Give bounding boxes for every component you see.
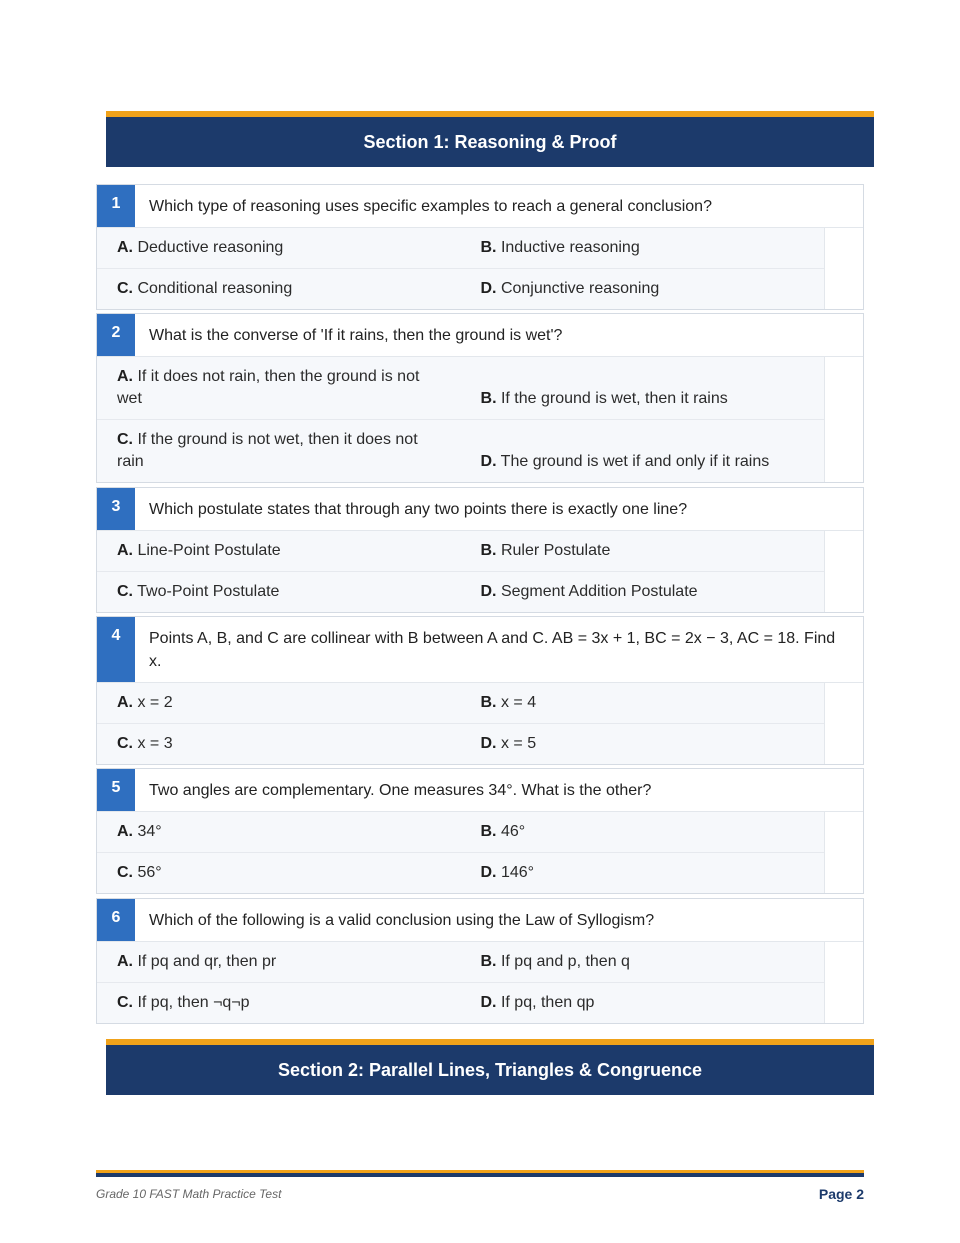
- option-text: If the ground is not wet, then it does not rain: [117, 431, 418, 470]
- question-number: 4: [97, 617, 135, 682]
- option-c[interactable]: [97, 853, 461, 893]
- option-text: If pq and qr, then pr: [137, 953, 277, 970]
- question-1: [96, 184, 864, 310]
- option-letter: C.: [117, 735, 133, 752]
- option-letter: A.: [117, 239, 133, 256]
- option-letter: B.: [480, 390, 497, 407]
- footer-test-title: Grade 10 FAST Math Practice Test: [96, 1187, 282, 1201]
- option-text: x = 3: [137, 735, 173, 752]
- option-c[interactable]: [97, 983, 461, 1023]
- option-b[interactable]: [461, 228, 825, 268]
- option-text: Two-Point Postulate: [137, 583, 280, 600]
- option-text: If pq and p, then q: [500, 953, 630, 970]
- question-3: [96, 487, 864, 613]
- option-letter: B.: [480, 239, 497, 256]
- option-text: The ground is wet if and only if it rains: [500, 453, 770, 470]
- option-c[interactable]: [97, 572, 461, 612]
- section-title: Section 2: Parallel Lines, Triangles & Congruence: [277, 1059, 703, 1080]
- option-a[interactable]: [97, 942, 461, 982]
- option-b[interactable]: [461, 379, 824, 419]
- option-text: Conditional reasoning: [137, 280, 293, 297]
- option-d[interactable]: [461, 572, 825, 612]
- option-text: x = 5: [500, 735, 537, 752]
- section-1-banner: [106, 111, 874, 167]
- question-text: Points A, B, and C are collinear with B between A and C. AB = 3x + 1, BC = 2x − 3, AC = 18. Find x.: [149, 630, 836, 670]
- option-text: If it does not rain, then the ground is not wet: [117, 368, 420, 407]
- option-letter: C.: [117, 864, 133, 881]
- answer-options: [97, 942, 825, 1023]
- option-a[interactable]: [97, 357, 461, 419]
- option-text: 46°: [500, 823, 526, 840]
- question-number: 6: [97, 899, 135, 941]
- option-letter: D.: [480, 994, 497, 1011]
- option-text: Conjunctive reasoning: [500, 280, 660, 297]
- option-text: Deductive reasoning: [137, 239, 284, 256]
- question-header: [97, 488, 863, 531]
- question-number: 1: [97, 185, 135, 227]
- option-a[interactable]: [97, 531, 461, 571]
- question-header: [97, 185, 863, 228]
- option-letter: A.: [117, 694, 133, 711]
- option-text: 34°: [137, 823, 162, 840]
- answer-options: [97, 683, 825, 764]
- question-text: Which postulate states that through any two points there is exactly one line?: [149, 501, 688, 518]
- option-d[interactable]: [461, 983, 825, 1023]
- option-letter: C.: [117, 431, 133, 448]
- option-text: 56°: [137, 864, 162, 881]
- option-letter: B.: [480, 953, 497, 970]
- answer-options: [97, 357, 825, 482]
- option-text: Line-Point Postulate: [137, 542, 281, 559]
- option-b[interactable]: [461, 812, 825, 852]
- section-title: Section 1: Reasoning & Proof: [363, 131, 617, 152]
- question-text: What is the converse of 'If it rains, then the ground is wet'?: [149, 327, 563, 344]
- question-text: Two angles are complementary. One measures 34°. What is the other?: [149, 782, 652, 799]
- question-number: 2: [97, 314, 135, 356]
- option-b[interactable]: [461, 683, 825, 723]
- question-5: [96, 768, 864, 894]
- option-letter: A.: [117, 823, 133, 840]
- option-letter: C.: [117, 583, 133, 600]
- option-letter: D.: [480, 583, 497, 600]
- option-letter: D.: [480, 453, 497, 470]
- option-c[interactable]: [97, 269, 461, 309]
- option-text: Segment Addition Postulate: [500, 583, 698, 600]
- option-text: If pq, then qp: [500, 994, 595, 1011]
- option-letter: B.: [480, 694, 497, 711]
- option-text: If pq, then ¬q¬p: [137, 994, 250, 1011]
- option-text: Ruler Postulate: [500, 542, 611, 559]
- option-a[interactable]: [97, 228, 461, 268]
- option-d[interactable]: [461, 269, 825, 309]
- option-b[interactable]: [461, 531, 825, 571]
- page-number: Page 2: [818, 1186, 864, 1202]
- option-letter: A.: [117, 953, 133, 970]
- section-2-banner: [106, 1039, 874, 1095]
- answer-options: [97, 531, 825, 612]
- option-letter: B.: [480, 823, 497, 840]
- option-letter: A.: [117, 542, 133, 559]
- question-header: [97, 314, 863, 357]
- footer-divider: [96, 1170, 864, 1177]
- option-d[interactable]: [461, 853, 825, 893]
- question-2: [96, 313, 864, 483]
- question-header: [97, 769, 863, 812]
- option-text: x = 4: [500, 694, 537, 711]
- question-6: [96, 898, 864, 1024]
- option-letter: B.: [480, 542, 497, 559]
- question-4: [96, 616, 864, 765]
- question-number: 3: [97, 488, 135, 530]
- option-b[interactable]: [461, 942, 825, 982]
- option-d[interactable]: [461, 724, 825, 764]
- option-letter: D.: [480, 735, 497, 752]
- question-text: Which of the following is a valid conclusion using the Law of Syllogism?: [149, 912, 655, 929]
- option-letter: D.: [480, 864, 497, 881]
- option-text: If the ground is wet, then it rains: [500, 390, 728, 407]
- option-a[interactable]: [97, 683, 461, 723]
- option-text: 146°: [500, 864, 535, 881]
- question-header: [97, 617, 863, 683]
- answer-options: [97, 812, 825, 893]
- option-letter: C.: [117, 280, 133, 297]
- question-text: Which type of reasoning uses specific examples to reach a general conclusion?: [149, 198, 712, 215]
- answer-options: [97, 228, 825, 309]
- option-d[interactable]: [461, 442, 824, 482]
- option-letter: A.: [117, 368, 133, 385]
- option-letter: D.: [480, 280, 497, 297]
- option-a[interactable]: [97, 812, 461, 852]
- option-text: Inductive reasoning: [500, 239, 640, 256]
- option-text: x = 2: [137, 694, 173, 711]
- option-c[interactable]: [97, 724, 461, 764]
- question-header: [97, 899, 863, 942]
- option-c[interactable]: [97, 420, 461, 482]
- question-number: 5: [97, 769, 135, 811]
- option-letter: C.: [117, 994, 133, 1011]
